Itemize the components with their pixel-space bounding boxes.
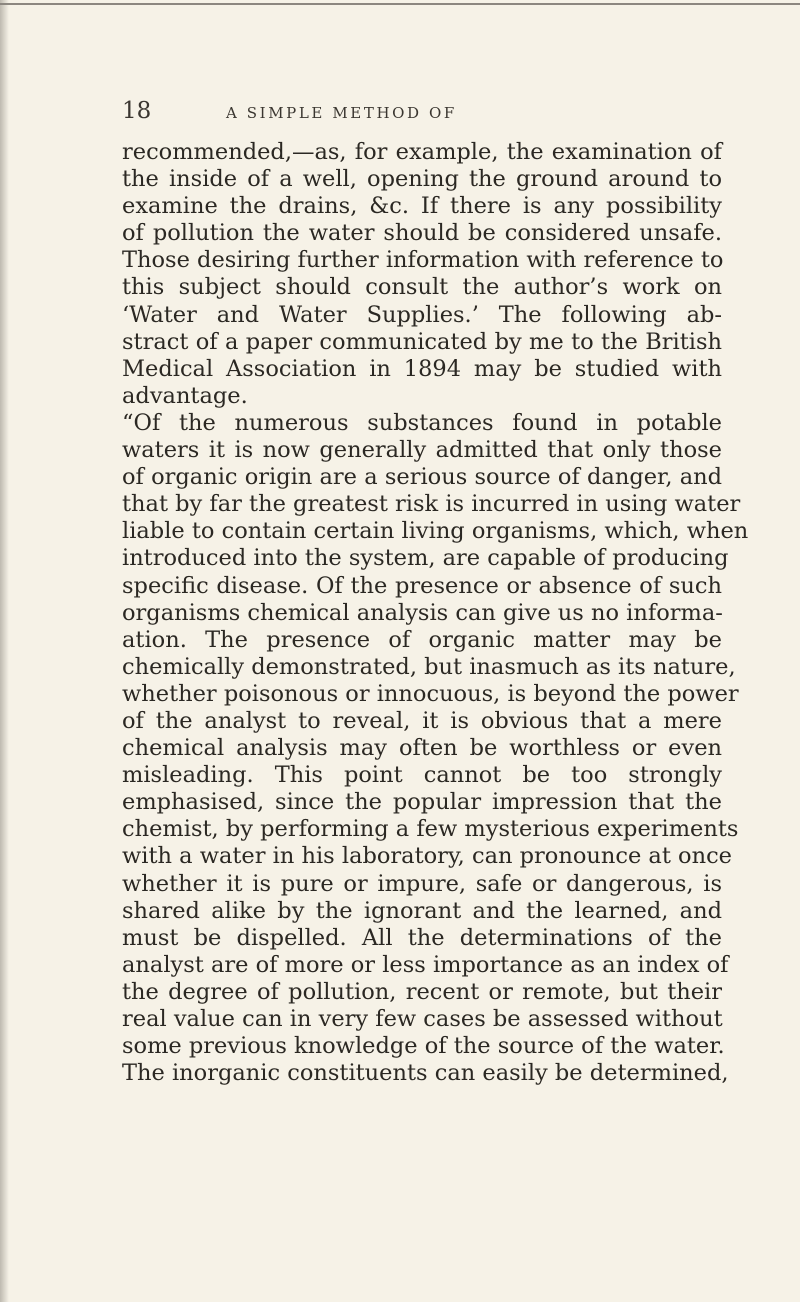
page-top-edge [0,3,800,5]
text-line: that by far the greatest risk is incurred in using water [122,491,741,518]
text-line: of the analyst to reveal, it is obvious that a mere [122,707,722,734]
page-number: 18 [122,98,152,124]
text-line: examine the drains, &c. If there is any possibility [122,193,722,220]
body-text [122,139,749,1087]
text-line: organisms chemical analysis can give us no informa- [122,599,723,626]
text-line: emphasised, since the popular impression that the [122,789,722,816]
text-line: shared alike by the ignorant and the learned, and [122,897,722,924]
running-title: A SIMPLE METHOD OF [226,104,457,122]
text-line: recommended,—as, for example, the examination of [122,139,722,165]
text-line: specific disease. Of the presence or absence of such [122,572,722,599]
text-line: Those desiring further information with reference to [122,247,724,274]
text-line: The inorganic constituents can easily be determined, [122,1060,729,1087]
text-line: of pollution the water should be considered unsafe. [122,220,722,247]
text-line: advantage. [122,382,248,409]
text-line: the inside of a well, opening the ground around to [122,166,722,193]
text-line: ‘Water and Water Supplies.’ The following ab- [122,301,722,328]
text-line: this subject should consult the author’s work on [122,274,722,301]
text-line: chemical analysis may often be worthless or even [122,735,722,762]
text-line: chemist, by performing a few mysterious experiments [122,816,739,843]
running-head [0,92,800,132]
text-line: analyst are of more or less importance as an index of [122,951,729,978]
text-line: misleading. This point cannot be too strongly [122,762,722,789]
text-line: chemically demonstrated, but inasmuch as its nature, [122,653,736,680]
text-line: with a water in his laboratory, can pronounce at once [122,843,732,870]
text-line: whether it is pure or impure, safe or dangerous, is [122,870,722,897]
page-spine-shadow [0,0,9,1302]
text-line: liable to contain certain living organisms, which, when [122,518,749,545]
text-line: must be dispelled. All the determinations of the [122,924,722,951]
text-line: the degree of pollution, recent or remote, but their [122,978,722,1005]
text-line: stract of a paper communicated by me to the British [122,328,722,355]
text-line: some previous knowledge of the source of the water. [122,1033,725,1060]
text-line: Medical Association in 1894 may be studied with [122,355,722,382]
text-line: whether poisonous or innocuous, is beyond the power [122,680,739,707]
text-line: real value can in very few cases be assessed without [122,1006,723,1032]
text-line: ation. The presence of organic matter may be [122,626,722,653]
text-line: waters it is now generally admitted that only those [122,437,722,464]
text-line: of organic origin are a serious source of danger, and [122,464,722,491]
text-line: introduced into the system, are capable of producing [122,545,729,572]
text-line: “Of the numerous substances found in potable [122,409,722,436]
